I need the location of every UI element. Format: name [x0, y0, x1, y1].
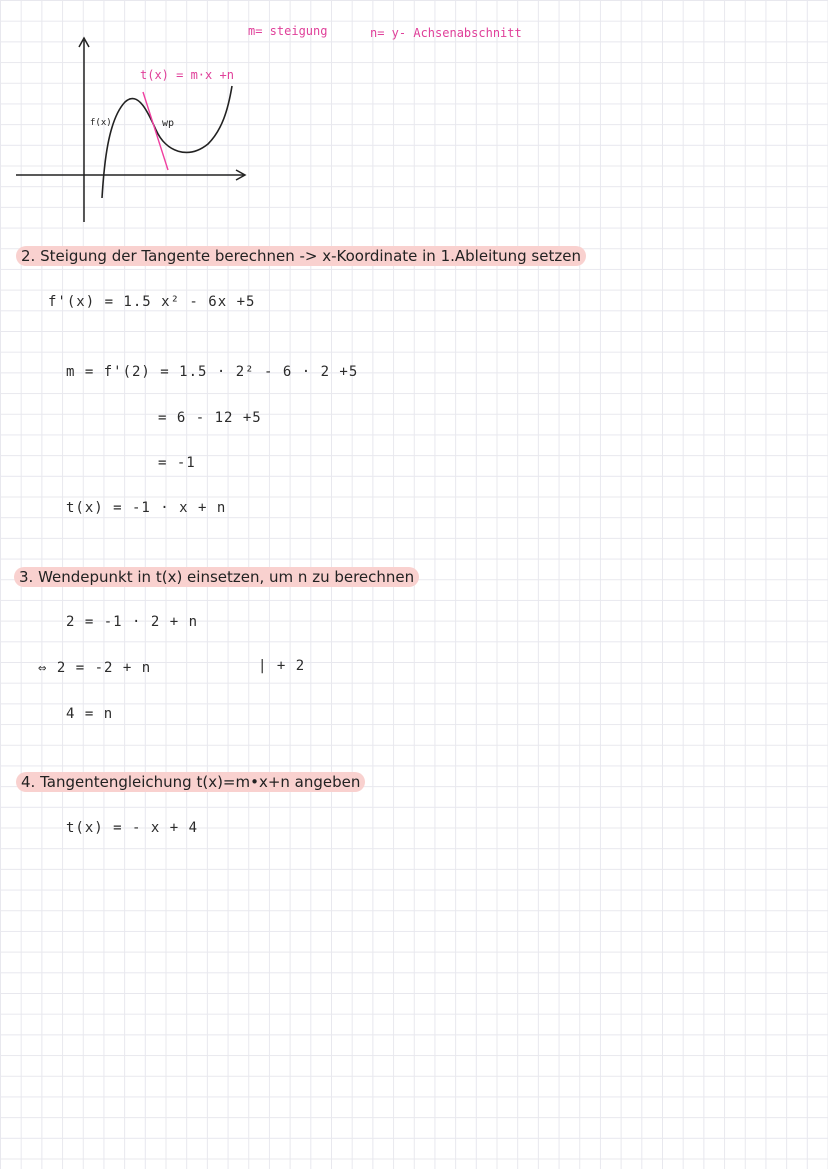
section3-heading: 3. Wendepunkt in t(x) einsetzen, um n zu berechnen [14, 567, 419, 587]
intercept-calc-line1: 2 = -1 · 2 + n [66, 614, 199, 630]
intercept-operation: | + 2 [258, 658, 306, 674]
fx-label: f(x) [90, 118, 112, 128]
derivative-equation: f'(x) = 1.5 x² - 6x +5 [48, 294, 256, 310]
tangent-equation-result: t(x) = - x + 4 [66, 820, 199, 836]
tangent-line [143, 92, 168, 170]
wp-label: wp [162, 118, 175, 129]
tangent-general: t(x) = -1 · x + n [66, 500, 227, 516]
section2-heading: 2. Steigung der Tangente berechnen -> x-Koordinate in 1.Ableitung setzen [16, 246, 586, 266]
intercept-result: 4 = n [66, 706, 114, 722]
function-curve [102, 86, 232, 198]
slope-calc-line1: m = f'(2) = 1.5 · 2² - 6 · 2 +5 [66, 364, 359, 380]
tangent-label: t(x) = m·x +n [140, 68, 234, 82]
slope-calc-line2: = 6 - 12 +5 [158, 410, 262, 426]
intercept-calc-line2: ⇔ 2 = -2 + n [38, 660, 152, 676]
intercept-definition: n= y- Achsenabschnitt [370, 26, 522, 40]
slope-calc-line3: = -1 [158, 455, 196, 471]
section4-heading: 4. Tangentengleichung t(x)=m•x+n angeben [16, 772, 365, 792]
function-sketch [0, 0, 300, 230]
slope-definition: m= steigung [248, 24, 328, 38]
